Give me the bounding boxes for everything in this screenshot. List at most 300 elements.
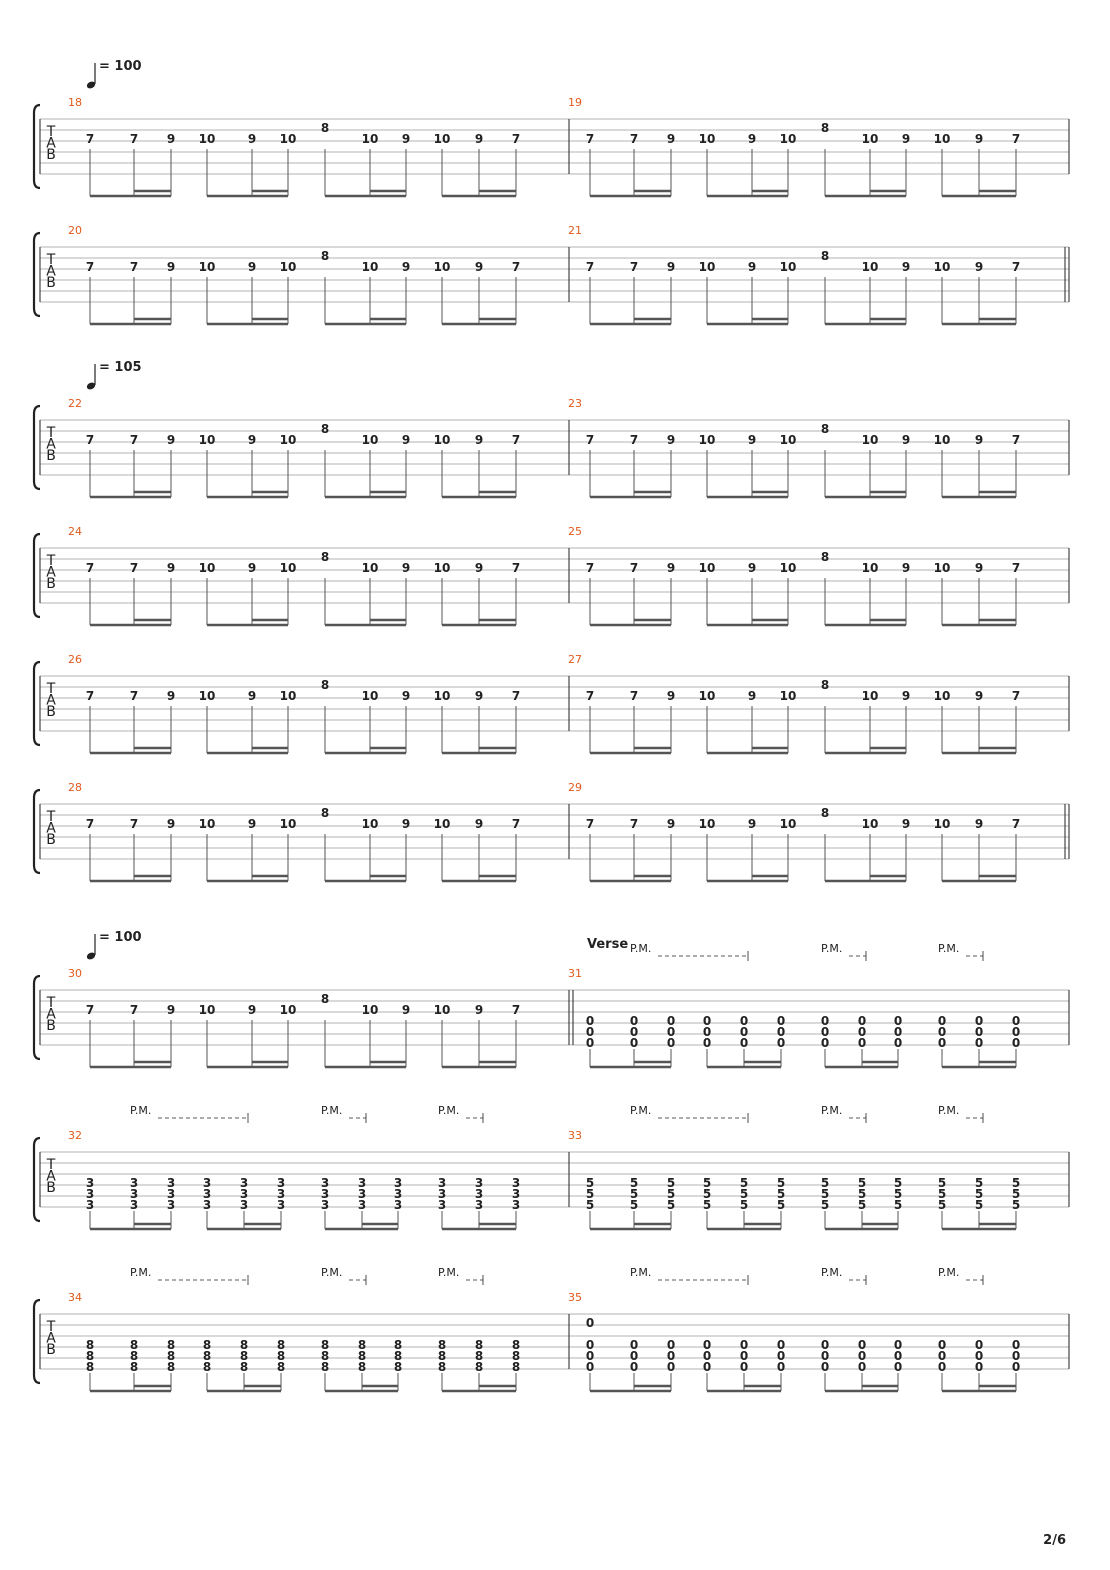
fret-number: 7 bbox=[629, 433, 639, 447]
fret-number: 5 bbox=[702, 1187, 712, 1201]
fret-number: 3 bbox=[320, 1176, 330, 1190]
fret-number: 0 bbox=[974, 1360, 984, 1374]
fret-number: 0 bbox=[937, 1014, 947, 1028]
fret-number: 10 bbox=[433, 817, 451, 831]
fret-number: 8 bbox=[129, 1338, 139, 1352]
fret-number: 0 bbox=[820, 1338, 830, 1352]
fret-number: 8 bbox=[393, 1360, 403, 1374]
fret-number: 7 bbox=[1011, 433, 1021, 447]
fret-number: 10 bbox=[198, 433, 216, 447]
fret-number: 9 bbox=[166, 561, 176, 575]
fret-number: 8 bbox=[320, 550, 330, 564]
fret-number: 9 bbox=[474, 132, 484, 146]
fret-number: 0 bbox=[739, 1360, 749, 1374]
tab-clef-letter: T bbox=[46, 1157, 56, 1173]
fret-number: 8 bbox=[474, 1338, 484, 1352]
fret-number: 9 bbox=[401, 689, 411, 703]
fret-number: 8 bbox=[474, 1349, 484, 1363]
measure-number: 30 bbox=[68, 967, 82, 980]
fret-number: 9 bbox=[247, 689, 257, 703]
tempo-marking: = 105 bbox=[99, 360, 142, 375]
fret-number: 5 bbox=[739, 1176, 749, 1190]
fret-number: 0 bbox=[1011, 1360, 1021, 1374]
fret-number: 7 bbox=[85, 433, 95, 447]
fret-number: 5 bbox=[629, 1176, 639, 1190]
fret-number: 9 bbox=[747, 132, 757, 146]
tab-clef-letter: T bbox=[46, 124, 56, 140]
measure-number: 19 bbox=[568, 96, 582, 109]
tempo-marking: = 100 bbox=[99, 930, 142, 945]
fret-number: 0 bbox=[1011, 1014, 1021, 1028]
fret-number: 3 bbox=[85, 1187, 95, 1201]
palm-mute-label: P.M. bbox=[938, 1104, 960, 1117]
fret-number: 9 bbox=[666, 433, 676, 447]
fret-number: 3 bbox=[276, 1198, 286, 1212]
fret-number: 5 bbox=[776, 1187, 786, 1201]
tab-clef-letter: T bbox=[46, 553, 56, 569]
palm-mute-label: P.M. bbox=[321, 1266, 343, 1279]
fret-number: 8 bbox=[129, 1360, 139, 1374]
fret-number: 9 bbox=[747, 433, 757, 447]
tab-clef-letter: A bbox=[46, 692, 56, 709]
fret-number: 0 bbox=[974, 1338, 984, 1352]
fret-number: 0 bbox=[857, 1360, 867, 1374]
fret-number: 9 bbox=[901, 433, 911, 447]
fret-number: 8 bbox=[202, 1349, 212, 1363]
fret-number: 0 bbox=[702, 1360, 712, 1374]
palm-mute-label: P.M. bbox=[438, 1266, 460, 1279]
fret-number: 0 bbox=[820, 1025, 830, 1039]
fret-number: 5 bbox=[585, 1187, 595, 1201]
fret-number: 8 bbox=[320, 249, 330, 263]
system-bracket bbox=[34, 105, 40, 188]
fret-number: 3 bbox=[393, 1198, 403, 1212]
fret-number: 8 bbox=[820, 806, 830, 820]
fret-number: 9 bbox=[747, 260, 757, 274]
fret-number: 0 bbox=[1011, 1349, 1021, 1363]
fret-number: 7 bbox=[585, 689, 595, 703]
fret-number: 0 bbox=[666, 1014, 676, 1028]
tab-clef-letter: A bbox=[46, 564, 56, 581]
palm-mute-label: P.M. bbox=[438, 1104, 460, 1117]
fret-number: 8 bbox=[357, 1349, 367, 1363]
fret-number: 9 bbox=[166, 1003, 176, 1017]
fret-number: 8 bbox=[276, 1338, 286, 1352]
fret-number: 0 bbox=[1011, 1036, 1021, 1050]
fret-number: 0 bbox=[857, 1014, 867, 1028]
fret-number: 10 bbox=[861, 561, 879, 575]
fret-number: 7 bbox=[629, 817, 639, 831]
fret-number: 9 bbox=[401, 1003, 411, 1017]
fret-number: 8 bbox=[511, 1360, 521, 1374]
tab-clef-letter: A bbox=[46, 820, 56, 837]
fret-number: 9 bbox=[474, 260, 484, 274]
fret-number: 7 bbox=[511, 433, 521, 447]
fret-number: 0 bbox=[739, 1349, 749, 1363]
measure-number: 35 bbox=[568, 1291, 582, 1304]
fret-number: 0 bbox=[666, 1360, 676, 1374]
fret-number: 10 bbox=[933, 817, 951, 831]
fret-number: 8 bbox=[820, 121, 830, 135]
fret-number: 0 bbox=[974, 1025, 984, 1039]
fret-number: 10 bbox=[861, 817, 879, 831]
fret-number: 10 bbox=[779, 817, 797, 831]
fret-number: 0 bbox=[974, 1014, 984, 1028]
tab-clef-letter: A bbox=[46, 1168, 56, 1185]
measure-number: 25 bbox=[568, 525, 582, 538]
fret-number: 10 bbox=[861, 132, 879, 146]
fret-number: 7 bbox=[585, 132, 595, 146]
fret-number: 7 bbox=[85, 561, 95, 575]
system-bracket bbox=[34, 976, 40, 1059]
fret-number: 9 bbox=[901, 132, 911, 146]
fret-number: 10 bbox=[279, 260, 297, 274]
fret-number: 10 bbox=[361, 260, 379, 274]
fret-number: 3 bbox=[202, 1198, 212, 1212]
fret-number: 0 bbox=[776, 1014, 786, 1028]
fret-number: 5 bbox=[857, 1176, 867, 1190]
fret-number: 7 bbox=[1011, 260, 1021, 274]
tab-clef-letter: B bbox=[46, 1342, 56, 1358]
fret-number: 5 bbox=[739, 1198, 749, 1212]
fret-number: 7 bbox=[129, 689, 139, 703]
measure-number: 20 bbox=[68, 224, 82, 237]
fret-number: 10 bbox=[198, 561, 216, 575]
fret-number: 8 bbox=[239, 1338, 249, 1352]
tab-clef-letter: T bbox=[46, 1319, 56, 1335]
fret-number: 0 bbox=[937, 1025, 947, 1039]
fret-number: 9 bbox=[666, 561, 676, 575]
fret-number: 8 bbox=[437, 1338, 447, 1352]
fret-number: 0 bbox=[629, 1036, 639, 1050]
fret-number: 7 bbox=[85, 689, 95, 703]
fret-number: 3 bbox=[166, 1187, 176, 1201]
fret-number: 8 bbox=[320, 1360, 330, 1374]
palm-mute-label: P.M. bbox=[821, 1266, 843, 1279]
fret-number: 8 bbox=[393, 1349, 403, 1363]
fret-number: 0 bbox=[629, 1349, 639, 1363]
fret-number: 9 bbox=[974, 132, 984, 146]
fret-number: 3 bbox=[239, 1176, 249, 1190]
fret-number: 10 bbox=[698, 817, 716, 831]
fret-number: 8 bbox=[320, 678, 330, 692]
fret-number: 8 bbox=[820, 678, 830, 692]
fret-number: 9 bbox=[166, 689, 176, 703]
fret-number: 0 bbox=[857, 1338, 867, 1352]
fret-number: 3 bbox=[129, 1198, 139, 1212]
fret-number: 10 bbox=[779, 433, 797, 447]
fret-number: 3 bbox=[437, 1176, 447, 1190]
fret-number: 10 bbox=[698, 689, 716, 703]
fret-number: 10 bbox=[433, 689, 451, 703]
fret-number: 0 bbox=[739, 1338, 749, 1352]
fret-number: 9 bbox=[901, 689, 911, 703]
fret-number: 10 bbox=[433, 132, 451, 146]
fret-number: 7 bbox=[129, 260, 139, 274]
fret-number: 3 bbox=[85, 1176, 95, 1190]
fret-number: 3 bbox=[129, 1187, 139, 1201]
fret-number: 8 bbox=[202, 1338, 212, 1352]
fret-number: 0 bbox=[1011, 1338, 1021, 1352]
fret-number: 0 bbox=[857, 1349, 867, 1363]
fret-number: 5 bbox=[1011, 1187, 1021, 1201]
fret-number: 3 bbox=[511, 1187, 521, 1201]
page-number: 2/6 bbox=[1043, 1533, 1066, 1548]
tab-clef-letter: A bbox=[46, 1006, 56, 1023]
fret-number: 7 bbox=[129, 817, 139, 831]
fret-number: 10 bbox=[198, 1003, 216, 1017]
fret-number: 7 bbox=[629, 132, 639, 146]
fret-number: 8 bbox=[239, 1360, 249, 1374]
fret-number: 10 bbox=[933, 561, 951, 575]
tab-clef-letter: T bbox=[46, 809, 56, 825]
fret-number: 7 bbox=[585, 260, 595, 274]
fret-number: 5 bbox=[702, 1176, 712, 1190]
fret-number: 7 bbox=[585, 561, 595, 575]
fret-number: 5 bbox=[857, 1198, 867, 1212]
fret-number: 10 bbox=[861, 433, 879, 447]
fret-number: 5 bbox=[776, 1176, 786, 1190]
fret-number: 7 bbox=[129, 561, 139, 575]
fret-number: 0 bbox=[857, 1025, 867, 1039]
fret-number: 10 bbox=[279, 132, 297, 146]
fret-number: 10 bbox=[779, 689, 797, 703]
fret-number: 10 bbox=[361, 817, 379, 831]
fret-number: 8 bbox=[357, 1338, 367, 1352]
fret-number: 0 bbox=[629, 1025, 639, 1039]
fret-number: 0 bbox=[629, 1014, 639, 1028]
fret-number: 3 bbox=[511, 1198, 521, 1212]
fret-number: 5 bbox=[974, 1198, 984, 1212]
system-bracket bbox=[34, 662, 40, 745]
fret-number: 7 bbox=[85, 132, 95, 146]
tab-clef-letter: T bbox=[46, 681, 56, 697]
fret-number: 8 bbox=[437, 1360, 447, 1374]
fret-number: 9 bbox=[401, 132, 411, 146]
fret-number: 9 bbox=[974, 817, 984, 831]
fret-number: 0 bbox=[937, 1360, 947, 1374]
fret-number: 8 bbox=[129, 1349, 139, 1363]
fret-number: 3 bbox=[276, 1176, 286, 1190]
tab-clef-letter: B bbox=[46, 1018, 56, 1034]
fret-number: 5 bbox=[666, 1198, 676, 1212]
palm-mute-label: P.M. bbox=[630, 1104, 652, 1117]
fret-number: 9 bbox=[247, 1003, 257, 1017]
fret-number: 5 bbox=[666, 1187, 676, 1201]
fret-number: 7 bbox=[511, 689, 521, 703]
palm-mute-label: P.M. bbox=[130, 1266, 152, 1279]
fret-number: 9 bbox=[747, 817, 757, 831]
fret-number: 8 bbox=[239, 1349, 249, 1363]
tab-clef-letter: T bbox=[46, 252, 56, 268]
fret-number: 7 bbox=[511, 561, 521, 575]
tab-clef-letter: B bbox=[46, 147, 56, 163]
fret-number: 5 bbox=[974, 1187, 984, 1201]
fret-number: 10 bbox=[433, 433, 451, 447]
fret-number: 3 bbox=[320, 1198, 330, 1212]
fret-number: 9 bbox=[666, 132, 676, 146]
system-bracket bbox=[34, 406, 40, 489]
tab-clef-letter: T bbox=[46, 995, 56, 1011]
fret-number: 0 bbox=[820, 1360, 830, 1374]
fret-number: 3 bbox=[202, 1187, 212, 1201]
tab-clef-letter: B bbox=[46, 448, 56, 464]
palm-mute-label: P.M. bbox=[130, 1104, 152, 1117]
fret-number: 8 bbox=[166, 1349, 176, 1363]
fret-number: 0 bbox=[702, 1349, 712, 1363]
fret-number: 9 bbox=[166, 817, 176, 831]
fret-number: 5 bbox=[666, 1176, 676, 1190]
fret-number: 0 bbox=[585, 1360, 595, 1374]
system-bracket bbox=[34, 534, 40, 617]
fret-number: 8 bbox=[820, 422, 830, 436]
measure-number: 29 bbox=[568, 781, 582, 794]
tab-clef-letter: B bbox=[46, 704, 56, 720]
fret-number: 10 bbox=[198, 132, 216, 146]
fret-number: 5 bbox=[702, 1198, 712, 1212]
fret-number: 0 bbox=[776, 1349, 786, 1363]
fret-number: 8 bbox=[85, 1338, 95, 1352]
fret-number: 0 bbox=[776, 1036, 786, 1050]
fret-number: 3 bbox=[437, 1187, 447, 1201]
fret-number: 10 bbox=[279, 1003, 297, 1017]
fret-number: 5 bbox=[820, 1176, 830, 1190]
fret-number: 9 bbox=[247, 132, 257, 146]
fret-number: 3 bbox=[166, 1198, 176, 1212]
fret-number: 10 bbox=[198, 260, 216, 274]
system-bracket bbox=[34, 1300, 40, 1383]
fret-number: 7 bbox=[629, 260, 639, 274]
fret-number: 0 bbox=[820, 1014, 830, 1028]
fret-number: 10 bbox=[361, 689, 379, 703]
fret-number: 0 bbox=[937, 1338, 947, 1352]
fret-number: 7 bbox=[629, 689, 639, 703]
fret-number: 10 bbox=[279, 689, 297, 703]
measure-number: 28 bbox=[68, 781, 82, 794]
fret-number: 0 bbox=[893, 1025, 903, 1039]
tab-clef-letter: A bbox=[46, 263, 56, 280]
fret-number: 0 bbox=[585, 1014, 595, 1028]
fret-number: 8 bbox=[437, 1349, 447, 1363]
fret-number: 10 bbox=[933, 689, 951, 703]
fret-number: 3 bbox=[357, 1176, 367, 1190]
measure-number: 31 bbox=[568, 967, 582, 980]
fret-number: 5 bbox=[1011, 1198, 1021, 1212]
fret-number: 7 bbox=[85, 817, 95, 831]
fret-number: 8 bbox=[85, 1360, 95, 1374]
fret-number: 0 bbox=[702, 1338, 712, 1352]
fret-number: 10 bbox=[698, 561, 716, 575]
measure-number: 23 bbox=[568, 397, 582, 410]
fret-number: 3 bbox=[474, 1176, 484, 1190]
palm-mute-label: P.M. bbox=[630, 942, 652, 955]
fret-number: 10 bbox=[698, 433, 716, 447]
fret-number: 7 bbox=[629, 561, 639, 575]
fret-number: 7 bbox=[511, 260, 521, 274]
fret-number: 0 bbox=[702, 1014, 712, 1028]
fret-number: 7 bbox=[1011, 561, 1021, 575]
fret-number: 8 bbox=[276, 1349, 286, 1363]
fret-number: 9 bbox=[401, 260, 411, 274]
fret-number: 0 bbox=[702, 1025, 712, 1039]
fret-number: 10 bbox=[361, 132, 379, 146]
fret-number: 10 bbox=[361, 1003, 379, 1017]
fret-number: 9 bbox=[901, 260, 911, 274]
fret-number: 0 bbox=[629, 1360, 639, 1374]
fret-number: 0 bbox=[893, 1349, 903, 1363]
fret-number: 9 bbox=[901, 817, 911, 831]
fret-number: 9 bbox=[474, 561, 484, 575]
fret-number: 0 bbox=[974, 1036, 984, 1050]
fret-number: 5 bbox=[820, 1187, 830, 1201]
fret-number: 0 bbox=[820, 1036, 830, 1050]
fret-number: 5 bbox=[776, 1198, 786, 1212]
fret-number: 5 bbox=[937, 1176, 947, 1190]
fret-number: 10 bbox=[861, 260, 879, 274]
fret-number: 8 bbox=[474, 1360, 484, 1374]
fret-number: 0 bbox=[893, 1014, 903, 1028]
fret-number: 8 bbox=[85, 1349, 95, 1363]
fret-number: 7 bbox=[585, 433, 595, 447]
measure-number: 21 bbox=[568, 224, 582, 237]
fret-number: 5 bbox=[937, 1187, 947, 1201]
palm-mute-label: P.M. bbox=[938, 1266, 960, 1279]
fret-number: 7 bbox=[129, 433, 139, 447]
fret-number: 0 bbox=[666, 1338, 676, 1352]
fret-number: 5 bbox=[893, 1176, 903, 1190]
fret-number: 9 bbox=[474, 1003, 484, 1017]
fret-number: 9 bbox=[247, 817, 257, 831]
fret-number: 9 bbox=[747, 689, 757, 703]
fret-number: 0 bbox=[585, 1025, 595, 1039]
fret-number: 10 bbox=[433, 1003, 451, 1017]
system-bracket bbox=[34, 790, 40, 873]
fret-number: 10 bbox=[279, 433, 297, 447]
fret-number: 9 bbox=[474, 689, 484, 703]
fret-number: 3 bbox=[85, 1198, 95, 1212]
measure-number: 33 bbox=[568, 1129, 582, 1142]
fret-number: 7 bbox=[511, 1003, 521, 1017]
tab-clef-letter: B bbox=[46, 832, 56, 848]
fret-number: 10 bbox=[433, 561, 451, 575]
fret-number: 8 bbox=[820, 550, 830, 564]
fret-number: 3 bbox=[166, 1176, 176, 1190]
fret-number: 3 bbox=[357, 1198, 367, 1212]
fret-number: 10 bbox=[698, 260, 716, 274]
fret-number: 9 bbox=[247, 260, 257, 274]
fret-number: 7 bbox=[1011, 132, 1021, 146]
fret-number: 7 bbox=[1011, 817, 1021, 831]
fret-number: 0 bbox=[974, 1349, 984, 1363]
fret-number: 9 bbox=[166, 132, 176, 146]
fret-number: 9 bbox=[901, 561, 911, 575]
fret-number: 0 bbox=[585, 1338, 595, 1352]
measure-number: 22 bbox=[68, 397, 82, 410]
palm-mute-label: P.M. bbox=[821, 1104, 843, 1117]
fret-number: 5 bbox=[893, 1187, 903, 1201]
fret-number: 5 bbox=[974, 1176, 984, 1190]
fret-number: 5 bbox=[739, 1187, 749, 1201]
fret-number: 3 bbox=[511, 1176, 521, 1190]
fret-number: 10 bbox=[698, 132, 716, 146]
tab-clef-letter: T bbox=[46, 425, 56, 441]
fret-number: 7 bbox=[511, 132, 521, 146]
fret-number: 0 bbox=[585, 1349, 595, 1363]
fret-number: 10 bbox=[779, 561, 797, 575]
fret-number: 5 bbox=[585, 1176, 595, 1190]
fret-number: 3 bbox=[437, 1198, 447, 1212]
fret-number: 10 bbox=[933, 260, 951, 274]
